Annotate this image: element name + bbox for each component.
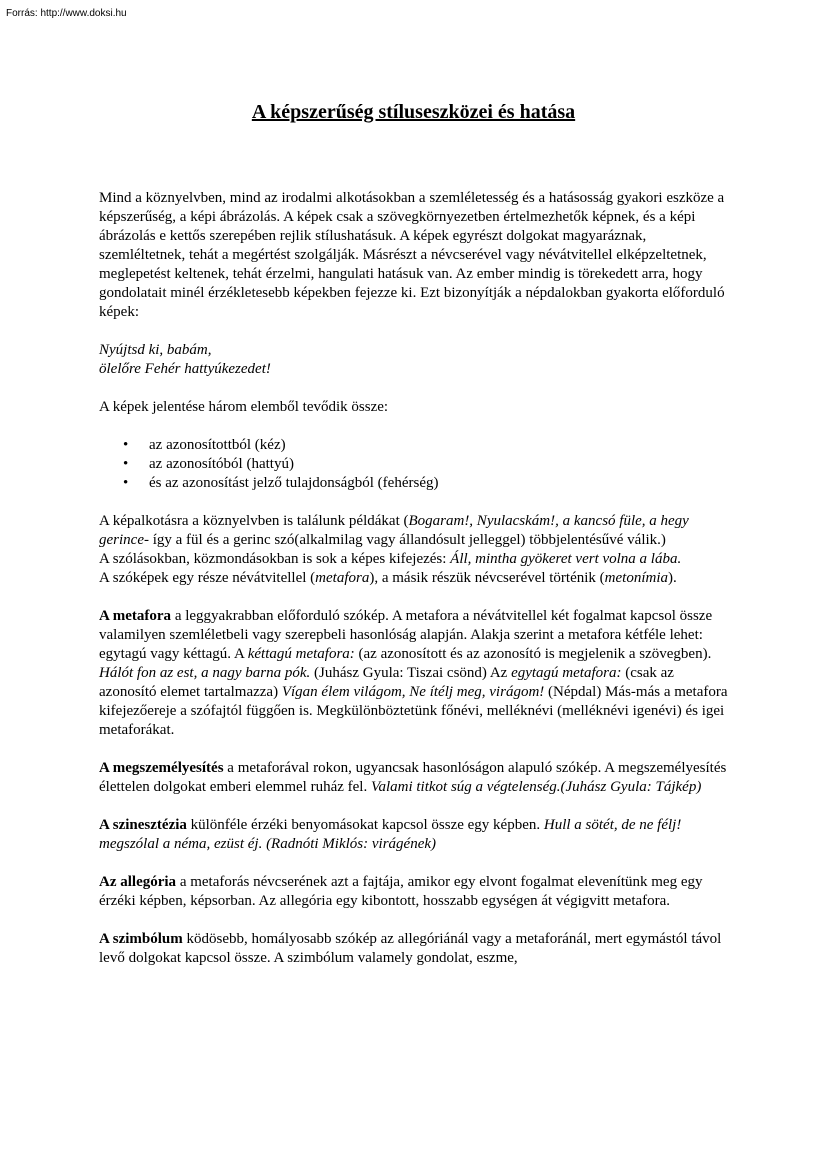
intro-paragraph: Mind a köznyelvben, mind az irodalmi alkotásokban a szemléletesség és a hatásosság gyakori eszköze a képszerűség, a képi ábrázolás. A képek csak a szövegkörnyezetben értelmezhetők képnek, és a képi ábrázolás e kettős szerepében rejlik stílushatásuk. A képek egyrészt dolgokat magyaráznak, szemléltetnek, tehát a megértést szolgálják. Másrészt a névcserével vagy névátvitellel elképzeltetnek, meglepetést keltenek, tehát érzelmi, hangulati hatásuk van. Az ember mindig is törekedett arra, hogy gondolatait minél érzékletesebb képekben fejezze ki. Ezt bizonyítják a népdalokban gyakorta előforduló képek: (99, 190, 725, 320)
bullet-icon: • (123, 475, 129, 491)
poem-quote (99, 341, 734, 379)
szimbolum-paragraph: A szimbólum ködösebb, homályosabb szókép az allegóriánál vagy a metaforánál, mert egymástól távol levő dolgokat kapcsol össze. A szimbólum valamely gondolat, eszme, (99, 931, 722, 966)
document-body (99, 189, 734, 968)
szinesztezia-paragraph: A szinesztézia különféle érzéki benyomásokat kapcsol össze egy képben. Hull a sötét, de ne félj! megszólal a néma, ezüst éj. (Radnóti Miklós: virágének) (99, 817, 682, 852)
szolasok-paragraph: A szólásokban, közmondásokban is sok a képes kifejezés: Áll, mintha gyökeret vert volna a lába. (99, 551, 682, 567)
kepalkotas-paragraph: A képalkotásra a köznyelvben is találunk példákat (Bogaram!, Nyulacskám!, a kancsó füle, a hegy gerince- így a fül és a gerinc szó(alkalmilag vagy állandósult jelleggel) többjelentésűvé válik.) (99, 513, 689, 548)
megszemelyesites-paragraph: A megszemélyesítés a metaforával rokon, ugyancsak hasonlóságon alapuló szókép. A megszemélyesítés élettelen dolgokat emberi elemmel ruház fel. Valami titkot súg a végtelenség.(Juhász Gyula: Tájkép) (99, 760, 727, 795)
source-url: Forrás: http://www.doksi.hu (6, 8, 127, 19)
allegoria-paragraph: Az allegória a metaforás névcserének azt a fajtája, amikor egy elvont fogalmat elevenítünk meg egy érzéki képben, képsorban. Az allegória egy kibontott, hosszabb egységen át végigvitt metafora. (99, 874, 703, 909)
term-heading: A megszemélyesítés (99, 760, 224, 776)
list-item: • és az azonosítást jelző tulajdonságból (fehérség) (123, 475, 439, 491)
elements-list (99, 436, 734, 493)
page-title: A képszerűség stíluseszközei és hatása (251, 101, 576, 123)
poem-line: ölelőre Fehér hattyúkezedet! (99, 361, 271, 377)
term-heading: A metafora (99, 608, 172, 624)
szokepek-paragraph: A szóképek egy része névátvitellel (metafora), a másik részük névcserével történik (metonímia). (99, 570, 677, 586)
list-item: • az azonosítottból (kéz) (123, 437, 286, 453)
term-heading: A szinesztézia (99, 817, 187, 833)
term-heading: A szimbólum (99, 931, 183, 947)
term-heading: Az allegória (99, 874, 177, 890)
list-item: • az azonosítóból (hattyú) (123, 456, 294, 472)
metafora-paragraph: A metafora a leggyakrabban előforduló szókép. A metafora a névátvitellel két fogalmat kapcsol össze valamilyen szemléletbeli vagy szerepbeli hasonlóság alapján. Alakja szerint a metafora kétféle lehet: egytagú vagy kéttagú. A kéttagú metafora: (az azonosított és az azonosító is megjelenik a szövegben). Hálót fon az est, a nagy barna pók. (Juhász Gyula: Tiszai csönd) Az egytagú metafora: (csak az azonosító elemet tartalmazza) Vígan élem világom, Ne ítélj meg, virágom! (Népdal) Más-más a metafora kifejezőereje a szófajtól függően is. Megkülönböztetünk főnévi, melléknévi (melléknévi igenévi) és igei metaforákat. (99, 608, 728, 738)
poem-line: Nyújtsd ki, babám, (99, 342, 212, 358)
bullet-icon: • (123, 437, 129, 453)
bullet-icon: • (123, 456, 129, 472)
elements-intro: A képek jelentése három elemből tevődik össze: (99, 399, 389, 415)
